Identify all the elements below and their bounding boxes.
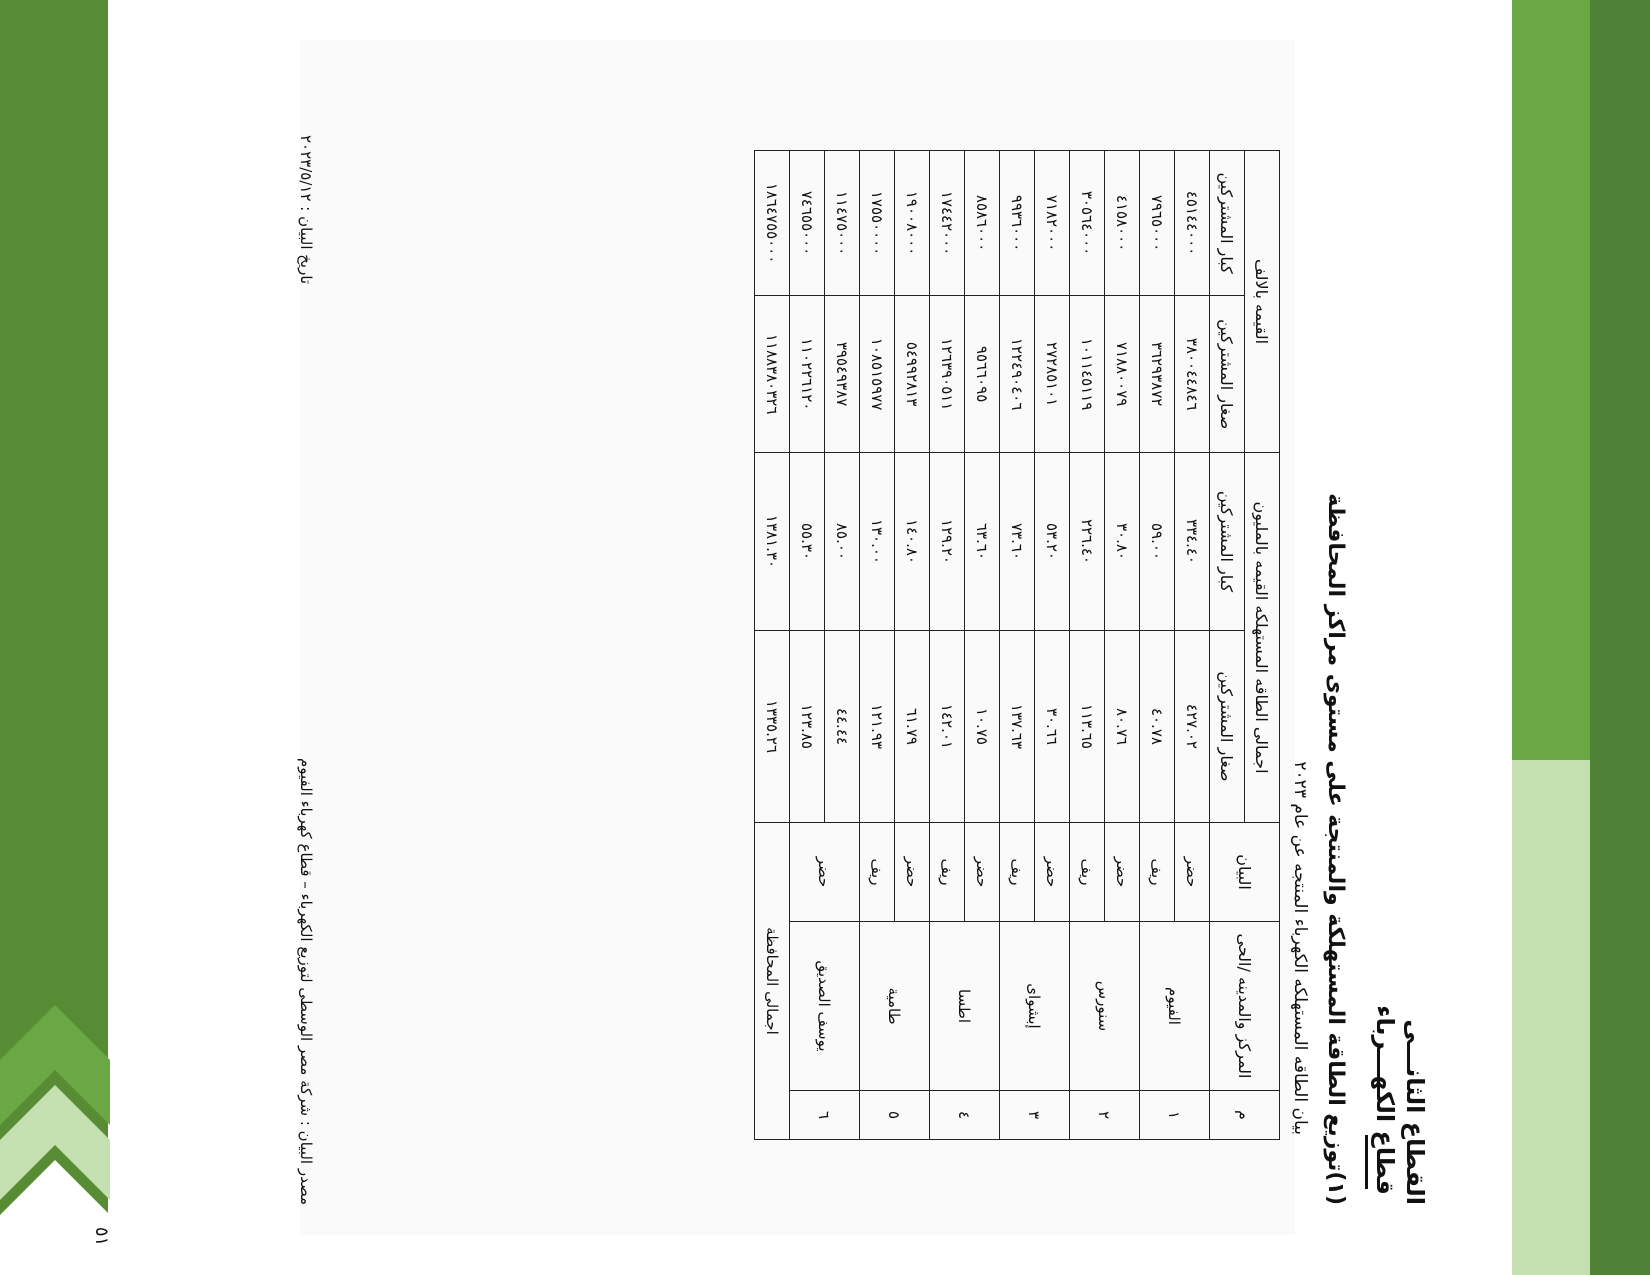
type-cell: ريف	[1140, 823, 1175, 922]
energy-small-cell: ١٣٧.٦٣	[1000, 630, 1035, 822]
district-cell: يوسف الصديق	[790, 922, 860, 1091]
energy-small-cell: ٤٢٧.٠٢	[1175, 630, 1210, 822]
value-small-header: صغار المشتركين	[1210, 296, 1245, 453]
col-number-header: م	[1210, 1091, 1280, 1140]
row-number: ٢	[1070, 1091, 1140, 1140]
row-number: ٤	[930, 1091, 1000, 1140]
energy-table	[754, 150, 1280, 1140]
energy-small-cell: ١١٣.٦٥	[1070, 630, 1105, 822]
energy-large-cell: ١٣٠.٠٠	[860, 453, 895, 631]
energy-large-cell: ٥٣.٢٠	[1035, 453, 1070, 631]
energy-small-cell: ١٢٣.٨٥	[790, 630, 825, 822]
table-total-row	[755, 151, 790, 1140]
energy-small-cell: ٤٠.٧٨	[1140, 630, 1175, 822]
energy-large-cell: ٣٠.٨٠	[1105, 453, 1140, 631]
total-value-small-cell: ١١٨٨٣٨٠٣٢٦	[755, 296, 790, 453]
type-cell: ريف	[1000, 823, 1035, 922]
energy-large-cell: ١٤٠.٨٠	[895, 453, 930, 631]
sector-title: القطاع الثانـــى	[1401, 1019, 1429, 1205]
table-row	[1175, 151, 1210, 1140]
total-energy-large-cell: ١٣٨١.٣٠	[755, 453, 790, 631]
value-small-cell: ١١٠٢٢٦١٢٠	[790, 296, 825, 453]
total-value-large-cell: ١٨٦٤٧٥٥٠٠٠	[755, 151, 790, 296]
col-type-header: البيان	[1210, 823, 1280, 922]
type-cell: ريف	[1070, 823, 1105, 922]
table-row	[1105, 151, 1140, 1140]
type-cell: حضر	[895, 823, 930, 922]
right-decor-band-dark	[1590, 0, 1650, 1275]
col-district-header: المركز والمدينه /الحى	[1210, 922, 1280, 1091]
row-number: ٣	[1000, 1091, 1070, 1140]
energy-large-cell: ٣٣٤.٤٠	[1175, 453, 1210, 631]
value-small-cell: ١٠١١٤٥١١٩	[1070, 296, 1105, 453]
title-underline	[1365, 1135, 1368, 1189]
energy-small-cell: ١٤٢.٠١	[930, 630, 965, 822]
page-number: ٥١	[91, 1226, 113, 1247]
value-small-cell: ٣٦٢٩٣٨٧٢	[1140, 296, 1175, 453]
value-large-cell: ٧١٨٢٠٠٠	[1035, 151, 1070, 296]
energy-small-cell: ١٢١.٩٣	[860, 630, 895, 822]
value-large-cell: ١٩٠٠٨٠٠٠	[895, 151, 930, 296]
table-row	[825, 151, 860, 1140]
value-small-cell: ١٢٦٣٩٠٥١١	[930, 296, 965, 453]
district-cell: الفيوم	[1140, 922, 1210, 1091]
value-large-header: كبار المشتركين	[1210, 151, 1245, 296]
value-small-cell: ٣٨٠٠٤٤٨٤٦	[1175, 296, 1210, 453]
value-large-cell: ١٧٥٥٠٠٠٠	[860, 151, 895, 296]
page-title: (١)توزيع الطاقة المستهلكة والمنتجة على مستوى مراكز المحافظة	[1323, 493, 1348, 1205]
district-cell: سنورس	[1070, 922, 1140, 1091]
value-small-cell: ١٢٢٤٩٠٤٠٦	[1000, 296, 1035, 453]
energy-large-cell: ١٢٩.٢٠	[930, 453, 965, 631]
section-header	[1365, 95, 1430, 1205]
table-header-row	[1245, 151, 1280, 1140]
energy-large-cell: ٢٢٦.٤٠	[1070, 453, 1105, 631]
value-small-cell: ٥٤٩٩٢٨١٣	[895, 296, 930, 453]
table-title: بيان الطاقه المستهلكه الكهرباء المنتجه عن عام ٢٠٢٣	[1290, 761, 1310, 1135]
row-number: ٦	[790, 1091, 860, 1140]
energy-large-cell: ٦٣.٦٠	[965, 453, 1000, 631]
energy-large-cell: ٥٥.٣٠	[790, 453, 825, 631]
right-decor-band-mid	[1512, 0, 1590, 760]
table-row	[1035, 151, 1070, 1140]
row-number: ١	[1140, 1091, 1210, 1140]
value-small-cell: ٧١٨٨٠٠٧٩	[1105, 296, 1140, 453]
table-row	[965, 151, 1000, 1140]
value-small-cell: ٣٩٥٤٩٣٨٧	[825, 296, 860, 453]
value-large-cell: ٩٩٣٦٠٠٠	[1000, 151, 1035, 296]
district-cell: اطسا	[930, 922, 1000, 1091]
value-large-cell: ١٧٤٤٢٠٠٠	[930, 151, 965, 296]
total-energy-small-cell: ١٣٣٥.٢٦	[755, 630, 790, 822]
type-cell: ريف	[860, 823, 895, 922]
energy-small-cell: ٤٤.٤٤	[825, 630, 860, 822]
energy-small-cell: ٦١.٧٩	[895, 630, 930, 822]
unit-title: قطاع الكهـــرباء	[1371, 1005, 1399, 1195]
value-large-cell: ٧٤٦٥٥٠٠٠	[790, 151, 825, 296]
value-large-cell: ٣٠٥٦٤٠٠٠	[1070, 151, 1105, 296]
energy-small-cell: ١٠.٧٥	[965, 630, 1000, 822]
type-cell: ريف	[930, 823, 965, 922]
total-label-cell: اجمالى المحافظة	[755, 823, 790, 1140]
source-note: مصدر البيان : شركة مصر الوسطى لتوزيع الكهرباء – قطاع كهرباء الفيوم	[297, 757, 315, 1205]
document-content	[297, 95, 1430, 1205]
energy-small-header: صغار المشتركين	[1210, 630, 1245, 822]
type-cell: حضر	[1105, 823, 1140, 922]
table-row	[895, 151, 930, 1140]
energy-large-header: كبار المشتركين	[1210, 453, 1245, 631]
energy-large-cell: ٥٩.٠٠	[1140, 453, 1175, 631]
energy-small-cell: ٣٠.٦٦	[1035, 630, 1070, 822]
type-cell: حضر	[1175, 823, 1210, 922]
value-small-cell: ١٠٨٥١٥٩٧٧	[860, 296, 895, 453]
row-number: ٥	[860, 1091, 930, 1140]
value-large-cell: ٤١٥٨٠٠٠	[1105, 151, 1140, 296]
energy-large-cell: ٨٥.٠٠	[825, 453, 860, 631]
type-cell: حضر	[790, 823, 860, 922]
district-cell: إبشواى	[1000, 922, 1070, 1091]
type-cell: حضر	[965, 823, 1000, 922]
col-value-header: القيمه بالالف	[1245, 151, 1280, 453]
value-large-cell: ١١٤٧٥٠٠٠	[825, 151, 860, 296]
value-large-cell: ٨٥٨٦٠٠٠	[965, 151, 1000, 296]
value-small-cell: ٩٥٦٦٠٩٥	[965, 296, 1000, 453]
value-small-cell: ٢٧٢٨٥١٠١	[1035, 296, 1070, 453]
value-large-cell: ٧٩٦٥٠٠٠	[1140, 151, 1175, 296]
value-large-cell: ٤٥١٤٤٠٠٠	[1175, 151, 1210, 296]
district-cell: طامية	[860, 922, 930, 1091]
energy-small-cell: ٨٠.٧٦	[1105, 630, 1140, 822]
type-cell: حضر	[1035, 823, 1070, 922]
energy-large-cell: ٧٣.٦٠	[1000, 453, 1035, 631]
col-energy-header: اجمالى الطاقه المستهلكه القيمه بالمليون	[1245, 453, 1280, 823]
date-note: تاريخ البيان : ٢٠٢٣/٥/١٢	[297, 135, 315, 285]
